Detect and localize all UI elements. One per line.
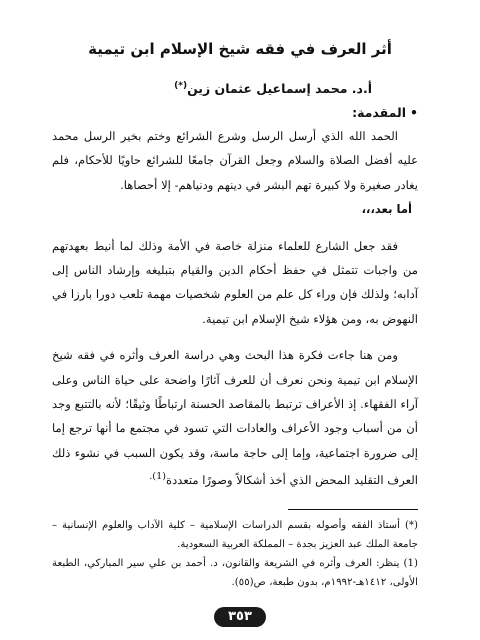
footnote-ref-1: (1). xyxy=(149,471,166,483)
paragraph-research-idea-text: ومن هنا جاءت فكرة هذا البحث وهي دراسة العرف وأثره في فقه شيخ الإسلام ابن تيمية ونحن نعرف أن للعرف آثارًا واضحة على حياة الناس وعلى آراء الفقهاء. إذ الأعراف ترتبط بالمقاصد الحسنة ارتباطًا وثيقًا؛ لأنه بالتتبع وجد أن من أسباب وجود الأعراف والعادات التي تسود في مجتمع ما أنها ترجع إما إلى ضرورة اجتماعية، وإما إلى حاجة ماسة، وقد يكون السبب في نشوء ذلك العرف التقليد المحض الذي أخذ أشكالاً وصورًا متعددة xyxy=(52,348,418,488)
article-title: أثر العرف في فقه شيخ الإسلام ابن تيمية xyxy=(88,40,392,58)
body-text xyxy=(52,124,418,493)
section-heading-text: المقدمة: xyxy=(352,105,406,120)
page-number: ٣٥٣ xyxy=(214,607,266,627)
footnote-author: (*) أستاذ الفقه وأصوله بقسم الدراسات الإسلامية – كلية الآداب والعلوم الإنسانية – جامعة الملك عبد العزيز بجدة – المملكة العربية السعودية. xyxy=(52,520,418,550)
paragraph-intro: الحمد الله الذي أرسل الرسل وشرع الشرائع وختم بخير الرسل محمد عليه أفضل الصلاة والسلام وجعل القرآن جامعًا للشرائع حاويًا للأحكام، فلم يغادر صغيرة ولا كبيرة تهم البشر في دينهم ودنياهم- إلا أحصاها. xyxy=(52,129,418,192)
paragraph-scholars: فقد جعل الشارع للعلماء منزلة خاصة في الأمة وذلك لما أنيط بعهدتهم من واجبات تتمثل في حفظ أحكام الدين والقيام بتبليغه وإرشاد الناس إلى آدابه؛ ولذلك فإن وراء كل علم من العلوم شخصيات مهمة تلعب دورا بارزا في النهوض به، ومن هؤلاء شيخ الإسلام ابن تيمية. xyxy=(52,238,418,326)
author-name: أ.د. محمد إسماعيل عثمان زين xyxy=(187,81,372,97)
page-number-container xyxy=(0,605,480,627)
author-line xyxy=(174,78,372,97)
footnote-divider xyxy=(288,509,418,510)
paragraph-transition: أما بعد،،، xyxy=(361,202,412,217)
footnote-1: (1) ينظر: العرف وأثره في الشريعة والقانون، د. أحمد بن علي سير المباركي، الطبعة الأولى، ١٤١٢هـ-١٩٩٢م، بدون طبعة، ص(٥٥). xyxy=(52,558,418,588)
section-heading xyxy=(352,105,418,121)
bullet-icon: • xyxy=(410,105,418,120)
paragraph-research-idea xyxy=(52,343,418,492)
author-footnote-marker: (*) xyxy=(174,81,188,91)
footnotes xyxy=(52,516,418,592)
